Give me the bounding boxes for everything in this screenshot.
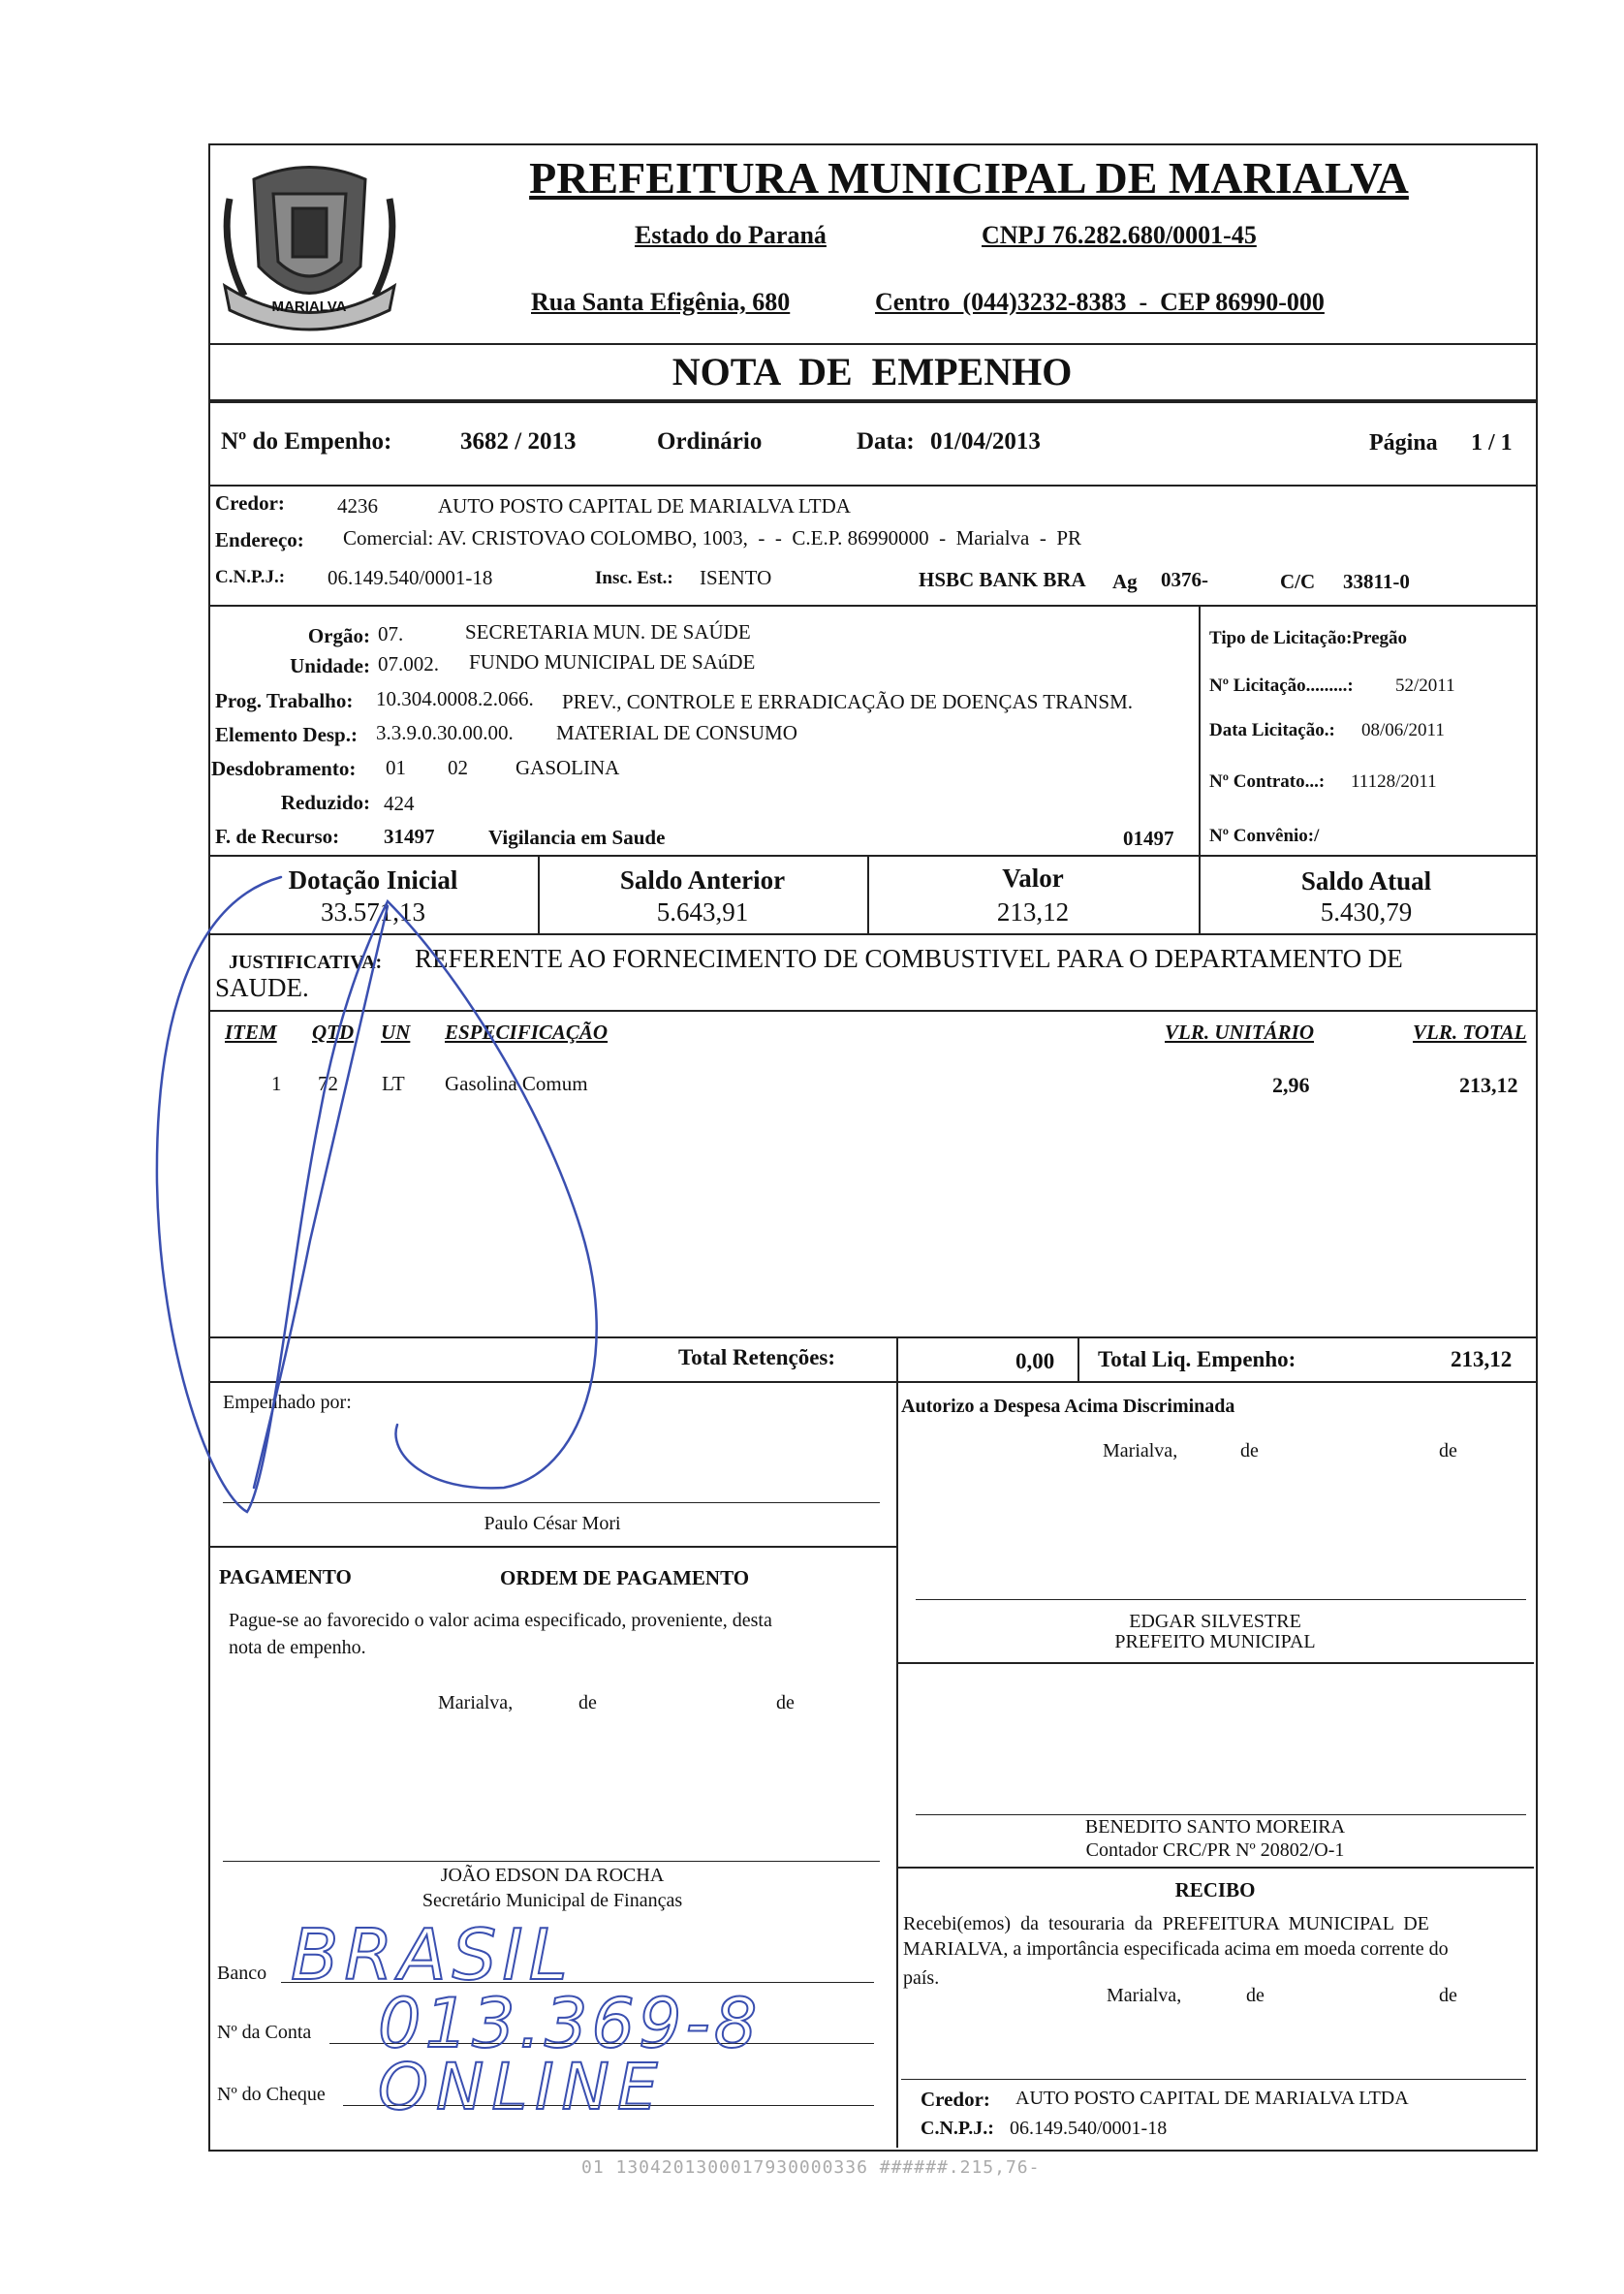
secretario-title: Secretário Municipal de Finanças bbox=[422, 1890, 683, 1911]
divider bbox=[896, 1336, 898, 1546]
recibo-credor-name: AUTO POSTO CAPITAL DE MARIALVA LTDA bbox=[1015, 2088, 1409, 2109]
item-total-value: 213,12 bbox=[1459, 1073, 1518, 1097]
recibo-text-1: Recebi(emos) da tesouraria da PREFEITURA MUNICIPAL DE bbox=[903, 1913, 1429, 1934]
unidade-code: 07.002. bbox=[378, 652, 439, 676]
saldo-anterior-value: 5.643,91 bbox=[656, 897, 749, 927]
item-un: LT bbox=[382, 1072, 405, 1095]
recibo-text-2: MARIALVA, a importância especificada acima em moeda corrente do bbox=[903, 1938, 1449, 1960]
licitacao-tipo: Tipo de Licitação:Pregão bbox=[1209, 628, 1408, 648]
divider bbox=[1077, 1336, 1079, 1381]
prog-label: Prog. Trabalho: bbox=[215, 689, 354, 712]
liquido-value: 213,12 bbox=[1451, 1347, 1513, 1371]
bank-name: HSBC BANK BRA bbox=[919, 568, 1086, 591]
signature-line bbox=[916, 1814, 1526, 1815]
secretario-name: JOÃO EDSON DA ROCHA bbox=[440, 1865, 665, 1886]
prefeito-name: EDGAR SILVESTRE bbox=[1129, 1611, 1301, 1632]
fonte-label: F. de Recurso: bbox=[215, 825, 340, 848]
footer-code: 01 1304201300017930000336 ######.215,76- bbox=[581, 2157, 1041, 2178]
orgao-code: 07. bbox=[378, 622, 404, 645]
divider bbox=[208, 1010, 1536, 1012]
pagamento-text-2: nota de empenho. bbox=[229, 1637, 366, 1658]
empenho-date: 01/04/2013 bbox=[930, 428, 1041, 455]
col-header-unit: VLR. UNITÁRIO bbox=[1165, 1021, 1315, 1044]
licitacao-numero: 52/2011 bbox=[1395, 676, 1455, 696]
empenho-number-label: Nº do Empenho: bbox=[221, 428, 392, 455]
divider bbox=[896, 1546, 898, 2148]
fonte-ref: 01497 bbox=[1123, 827, 1174, 850]
pagamento-text-1: Pague-se ao favorecido o valor acima especificado, proveniente, desta bbox=[229, 1610, 772, 1631]
agency-label: Ag bbox=[1112, 570, 1138, 593]
valor-value: 213,12 bbox=[996, 897, 1070, 927]
credor-cnpj: 06.149.540/0001-18 bbox=[328, 566, 493, 589]
account-label: C/C bbox=[1280, 570, 1316, 593]
empenho-type: Ordinário bbox=[657, 428, 763, 455]
contador-title: Contador CRC/PR Nº 20802/O-1 bbox=[1085, 1839, 1345, 1861]
dotacao-value: 33.571,13 bbox=[321, 897, 425, 927]
autorizo-de-1: de bbox=[1240, 1440, 1259, 1461]
agency-number: 0376- bbox=[1161, 568, 1208, 591]
handwritten-cheque: ONLINE bbox=[378, 2050, 666, 2124]
licitacao-numero-label: Nº Licitação.........: bbox=[1209, 676, 1354, 696]
col-header-un: UN bbox=[381, 1021, 411, 1044]
recibo-city: Marialva, bbox=[1107, 1985, 1182, 2006]
pagamento-de-2: de bbox=[776, 1692, 795, 1713]
desdobramento-a: 01 bbox=[386, 756, 406, 779]
state-name: Estado do Paraná bbox=[635, 221, 827, 249]
conta-line bbox=[329, 2043, 874, 2044]
reduzido-label: Reduzido: bbox=[280, 791, 370, 814]
col-header-total: VLR. TOTAL bbox=[1413, 1021, 1527, 1044]
signature-line bbox=[223, 1502, 880, 1503]
unidade-label: Unidade: bbox=[290, 654, 370, 677]
elemento-code: 3.3.9.0.30.00.00. bbox=[376, 721, 514, 744]
saldo-anterior-label: Saldo Anterior bbox=[619, 865, 786, 895]
contrato-number: 11128/2011 bbox=[1351, 771, 1437, 792]
signature-line bbox=[901, 2079, 1526, 2080]
prog-name: PREV., CONTROLE E ERRADICAÇÃO DE DOENÇAS TRANSM. bbox=[562, 690, 1134, 713]
divider bbox=[208, 933, 1536, 935]
divider bbox=[208, 1546, 896, 1548]
page-label: Página bbox=[1369, 430, 1438, 456]
cheque-label: Nº do Cheque bbox=[217, 2084, 326, 2105]
empenhado-name: Paulo César Mori bbox=[484, 1513, 621, 1534]
cheque-line bbox=[343, 2105, 874, 2106]
ie-label: Insc. Est.: bbox=[595, 568, 673, 588]
orgao-label: Orgão: bbox=[307, 624, 370, 647]
divider bbox=[208, 1381, 1536, 1383]
justificativa-line2: SAUDE. bbox=[215, 973, 309, 1002]
empenho-number: 3682 / 2013 bbox=[460, 428, 577, 455]
credor-code: 4236 bbox=[337, 494, 378, 518]
cnpj-label: C.N.P.J.: bbox=[215, 567, 286, 587]
pagamento-de-1: de bbox=[578, 1692, 597, 1713]
signature-line bbox=[916, 1599, 1526, 1600]
autorizo-text: Autorizo a Despesa Acima Discriminada bbox=[901, 1396, 1235, 1417]
banco-line bbox=[281, 1982, 874, 1983]
justificativa-label: JUSTIFICATIVA: bbox=[229, 952, 383, 973]
autorizo-city: Marialva, bbox=[1103, 1440, 1178, 1461]
licitacao-data-label: Data Licitação.: bbox=[1209, 720, 1335, 740]
recibo-text-3: país. bbox=[903, 1967, 940, 1989]
retencoes-value: 0,00 bbox=[1015, 1349, 1055, 1373]
col-header-qtd: QTD bbox=[312, 1021, 355, 1044]
divider bbox=[208, 1336, 1536, 1338]
handwritten-banco: BRASIL bbox=[291, 1914, 574, 1995]
desdobramento-name: GASOLINA bbox=[515, 756, 620, 779]
valor-label: Valor bbox=[1002, 864, 1064, 893]
divider bbox=[896, 1867, 1534, 1869]
credor-label: Credor: bbox=[215, 491, 285, 515]
autorizo-de-2: de bbox=[1439, 1440, 1457, 1461]
divider bbox=[208, 399, 1536, 403]
page-number: 1 / 1 bbox=[1471, 430, 1513, 456]
signature-line bbox=[223, 1861, 880, 1862]
banco-label: Banco bbox=[217, 1963, 267, 1984]
district-phone-cep: Centro (044)3232-8383 - CEP 86990-000 bbox=[875, 288, 1325, 316]
divider bbox=[896, 1662, 1534, 1664]
nota-title: NOTA DE EMPENHO bbox=[671, 350, 1073, 393]
item-number: 1 bbox=[271, 1072, 282, 1095]
municipal-seal bbox=[215, 150, 404, 339]
divider bbox=[208, 485, 1536, 487]
seal-banner-text: MARIALVA bbox=[271, 299, 347, 315]
empenho-date-label: Data: bbox=[857, 428, 915, 455]
pagamento-label: PAGAMENTO bbox=[219, 1565, 352, 1588]
recibo-cnpj-label: C.N.P.J.: bbox=[921, 2118, 994, 2139]
pagamento-city: Marialva, bbox=[438, 1692, 514, 1713]
orgao-name: SECRETARIA MUN. DE SAÚDE bbox=[465, 620, 751, 644]
credor-address: Comercial: AV. CRISTOVAO COLOMBO, 1003, - - C.E.P. 86990000 - Marialva - PR bbox=[343, 526, 1082, 550]
dotacao-label: Dotação Inicial bbox=[288, 865, 458, 895]
saldo-atual-label: Saldo Atual bbox=[1300, 866, 1432, 896]
convenio-label: Nº Convênio:/ bbox=[1209, 826, 1320, 846]
contador-name: BENEDITO SANTO MOREIRA bbox=[1084, 1816, 1346, 1838]
item-qtd: 72 bbox=[318, 1072, 338, 1095]
elemento-label: Elemento Desp.: bbox=[215, 723, 358, 746]
contrato-label: Nº Contrato...: bbox=[1209, 771, 1326, 792]
unidade-name: FUNDO MUNICIPAL DE SAúDE bbox=[469, 650, 756, 674]
fonte-code: 31497 bbox=[384, 825, 435, 848]
saldo-atual-value: 5.430,79 bbox=[1320, 897, 1413, 927]
divider bbox=[208, 855, 1536, 857]
recibo-credor-label: Credor: bbox=[921, 2088, 990, 2111]
divider bbox=[1199, 605, 1201, 855]
desdobramento-label: Desdobramento: bbox=[211, 757, 357, 780]
item-spec: Gasolina Comum bbox=[445, 1072, 588, 1095]
ordem-pagamento-label: ORDEM DE PAGAMENTO bbox=[500, 1566, 750, 1589]
fonte-name: Vigilancia em Saude bbox=[488, 826, 666, 849]
cnpj-header: CNPJ 76.282.680/0001-45 bbox=[982, 221, 1257, 249]
credor-ie: ISENTO bbox=[700, 566, 772, 589]
divider bbox=[208, 343, 1536, 345]
item-unit-value: 2,96 bbox=[1272, 1073, 1310, 1097]
elemento-name: MATERIAL DE CONSUMO bbox=[556, 721, 797, 744]
prefeito-title: PREFEITO MUNICIPAL bbox=[1114, 1631, 1316, 1652]
page-title: PREFEITURA MUNICIPAL DE MARIALVA bbox=[529, 153, 1409, 203]
recibo-de-1: de bbox=[1246, 1985, 1265, 2006]
address-label: Endereço: bbox=[215, 528, 304, 551]
recibo-cnpj: 06.149.540/0001-18 bbox=[1010, 2118, 1168, 2139]
retencoes-label: Total Retenções: bbox=[678, 1345, 836, 1369]
recibo-title: RECIBO bbox=[1174, 1878, 1256, 1901]
account-number: 33811-0 bbox=[1343, 570, 1410, 593]
credor-name: AUTO POSTO CAPITAL DE MARIALVA LTDA bbox=[438, 494, 851, 518]
divider bbox=[208, 605, 1536, 607]
handwritten-conta: 013.369-8 bbox=[378, 1984, 762, 2063]
col-header-item: ITEM bbox=[225, 1021, 277, 1044]
conta-label: Nº da Conta bbox=[217, 2022, 312, 2043]
liquido-label: Total Liq. Empenho: bbox=[1098, 1347, 1296, 1371]
recibo-de-2: de bbox=[1439, 1985, 1457, 2006]
licitacao-data: 08/06/2011 bbox=[1361, 720, 1445, 740]
justificativa-line1: REFERENTE AO FORNECIMENTO DE COMBUSTIVEL PARA O DEPARTAMENTO DE bbox=[415, 944, 1403, 973]
street-address: Rua Santa Efigênia, 680 bbox=[531, 288, 791, 316]
reduzido-code: 424 bbox=[384, 792, 415, 815]
desdobramento-b: 02 bbox=[448, 756, 468, 779]
col-header-spec: ESPECIFICAÇÃO bbox=[445, 1021, 609, 1044]
empenhado-label: Empenhado por: bbox=[223, 1392, 352, 1413]
prog-code: 10.304.0008.2.066. bbox=[376, 687, 534, 710]
